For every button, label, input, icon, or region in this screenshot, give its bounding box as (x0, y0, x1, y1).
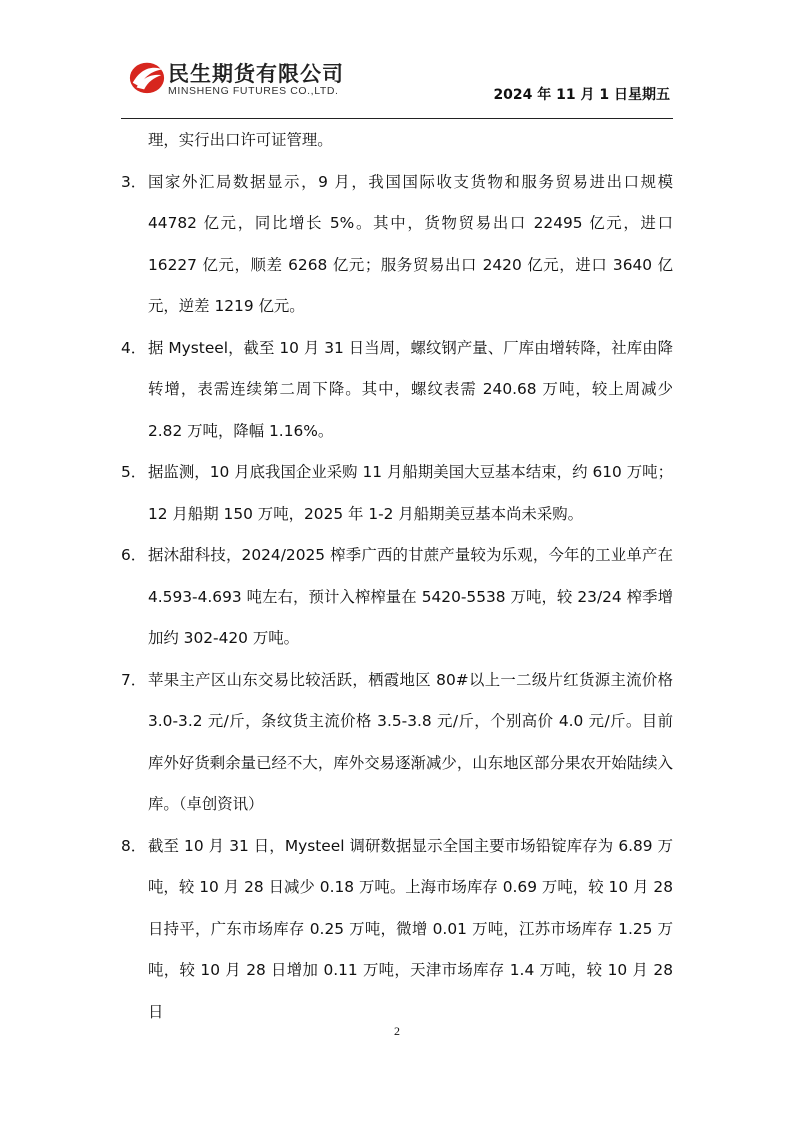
company-name-cn: 民生期货有限公司 (168, 62, 344, 86)
page-number: 2 (394, 1024, 400, 1038)
news-item-number: 4． (121, 338, 147, 357)
news-item (121, 162, 673, 328)
minsheng-swoosh-logo-icon (128, 58, 166, 96)
header-divider (121, 118, 673, 119)
company-logo (128, 56, 368, 100)
news-item-text: 苹果主产区山东交易比较活跃，栖霞地区 80#以上一二级片红货源主流价格 3.0-3.2 元/斤，条纹货主流价格 3.5-3.8 元/斤，个别高价 4.0 元/斤。目前库外好货剩余量已经不大，库外交易逐渐减少，山东地区部分果农开始陆续入库。（卓创资讯） (148, 670, 673, 813)
news-item (121, 660, 673, 826)
news-item-text: 国家外汇局数据显示，9 月，我国国际收支货物和服务贸易进出口规模 44782 亿元，同比增长 5%。其中，货物贸易出口 22495 亿元，进口 16227 亿元，顺差 6268 亿元；服务贸易出口 2420 亿元，进口 3640 亿元，逆差 1219 亿元。 (148, 172, 673, 315)
news-list (121, 162, 673, 1034)
continuation-text: 理，实行出口许可证管理。 (148, 131, 333, 149)
news-item (121, 328, 673, 453)
company-name-en: MINSHENG FUTURES CO.,LTD. (168, 85, 339, 97)
news-item-number: 5． (121, 463, 147, 481)
news-item-text: 据 Mysteel，截至 10 月 31 日当周，螺纹钢产量、厂库由增转降，社库由降转增，表需连续第二周下降。其中，螺纹表需 240.68 万吨，较上周减少 2.82 万吨，降幅 1.16%。 (148, 338, 673, 440)
report-date: 2024 年 11 月 1 日星期五 (493, 87, 670, 103)
news-item-text: 截至 10 月 31 日，Mysteel 调研数据显示全国主要市场铅锭库存为 6.89 万吨，较 10 月 28 日减少 0.18 万吨。上海市场库存 0.69 万吨，较 10 月 28 日持平，广东市场库存 0.25 万吨，微增 0.01 万吨，江苏市场库存 1.25 万吨，较 10 月 28 日增加 0.11 万吨，天津市场库存 1.4 万吨，较 10 月 28 日 (148, 836, 673, 1021)
news-item-number: 7． (121, 670, 147, 689)
news-item-text: 据监测，10 月底我国企业采购 11 月船期美国大豆基本结束，约 610 万吨；12 月船期 150 万吨，2025 年 1-2 月船期美豆基本尚未采购。 (148, 463, 673, 523)
news-item-text: 据沐甜科技，2024/2025 榨季广西的甘蔗产量较为乐观，今年的工业单产在 4.593-4.693 吨左右，预计入榨榨量在 5420-5538 万吨，较 23/24 榨季增加约 302-420 万吨。 (148, 546, 673, 647)
news-body (121, 120, 673, 1033)
news-item-number: 3． (121, 172, 147, 191)
news-item (121, 452, 673, 535)
news-item-number: 6． (121, 546, 147, 564)
news-item-number: 8． (121, 836, 147, 855)
news-item (121, 535, 673, 660)
news-item (121, 826, 673, 1034)
